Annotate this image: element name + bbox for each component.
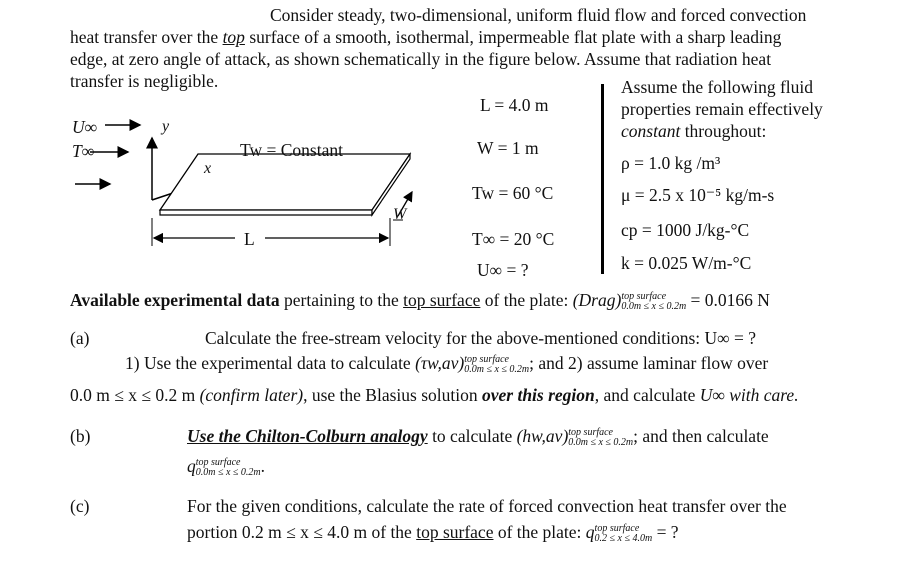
props-heading-1: Assume the following fluid bbox=[621, 77, 813, 97]
intro-line-4: transfer is negligible. bbox=[70, 71, 219, 91]
part-a-text: 0.0 m ≤ x ≤ 0.2 m bbox=[70, 385, 200, 405]
given-Uinf: U∞ = ? bbox=[477, 260, 529, 280]
q-sub: 0.2 ≤ x ≤ 4.0m bbox=[594, 532, 653, 544]
part-a-text: , and calculate bbox=[594, 385, 700, 405]
part-c-text: portion 0.2 m ≤ x ≤ 4.0 m of the bbox=[187, 522, 417, 542]
tw-constant-label: Tw = Constant bbox=[240, 140, 343, 160]
given-Tinf: T∞ = 20 °C bbox=[472, 229, 555, 249]
h-sup: top surface bbox=[568, 426, 613, 438]
intro-text: heat transfer over the bbox=[70, 27, 223, 47]
q-limits bbox=[595, 524, 653, 544]
part-c-line-2 bbox=[187, 521, 679, 544]
part-c-label: (c) bbox=[70, 496, 90, 516]
part-b-text: ; and then calculate bbox=[633, 426, 769, 446]
top-surface-link: top surface bbox=[416, 522, 494, 542]
x-label: x bbox=[204, 160, 212, 177]
part-a-text: U∞ with care. bbox=[699, 385, 799, 405]
h-limits bbox=[568, 428, 633, 448]
q-sub: 0.0m ≤ x ≤ 0.2m bbox=[195, 466, 261, 478]
prop-mu: μ = 2.5 x 10⁻⁵ kg/m-s bbox=[621, 185, 775, 205]
prop-cp: cp = 1000 J/kg-°C bbox=[621, 220, 750, 240]
part-a-line-3 bbox=[70, 384, 799, 406]
part-a-text: 1) Use the experimental data to calculate bbox=[125, 353, 416, 373]
intro-line-1: Consider steady, two-dimensional, uniform fluid flow and forced convection bbox=[270, 5, 807, 25]
plate-thickness bbox=[160, 210, 372, 215]
drag-symbol: (Drag) bbox=[572, 290, 622, 310]
h-sub: 0.0m ≤ x ≤ 0.2m bbox=[568, 436, 634, 448]
u-inf-label: U∞ bbox=[72, 117, 98, 137]
y-label: y bbox=[162, 118, 170, 135]
part-a-text: (confirm later) bbox=[199, 385, 304, 405]
available-text: of the plate: bbox=[480, 290, 573, 310]
w-label: W bbox=[393, 206, 407, 223]
part-b-line-1 bbox=[187, 425, 769, 448]
constant-emphasis: constant bbox=[621, 121, 681, 141]
given-Tw: Tw = 60 °C bbox=[472, 183, 554, 203]
part-a-label: (a) bbox=[70, 328, 90, 348]
prop-k: k = 0.025 W/m-°C bbox=[621, 253, 752, 273]
q-symbol: q bbox=[187, 456, 196, 476]
q-sup: top surface bbox=[195, 456, 241, 468]
column-divider bbox=[601, 84, 604, 274]
part-c-line-1: For the given conditions, calculate the rate of forced convection heat transfer over the bbox=[187, 496, 787, 516]
part-b-text: . bbox=[260, 456, 265, 476]
top-emphasis: top bbox=[222, 27, 245, 47]
tau-symbol: (τw,av) bbox=[415, 353, 465, 373]
drag-sup: top surface bbox=[621, 290, 667, 302]
q-sup: top surface bbox=[594, 522, 640, 534]
given-L: L = 4.0 m bbox=[480, 95, 549, 115]
tau-limits bbox=[464, 355, 529, 375]
part-c-text: of the plate: bbox=[493, 522, 586, 542]
h-symbol: (hw,av) bbox=[516, 426, 569, 446]
tau-sub: 0.0m ≤ x ≤ 0.2m bbox=[464, 363, 530, 375]
drag-value: = 0.0166 N bbox=[686, 290, 770, 310]
prop-rho: ρ = 1.0 kg /m³ bbox=[621, 153, 721, 173]
tau-sup: top surface bbox=[464, 353, 509, 365]
l-label: L bbox=[244, 229, 255, 249]
chilton-colburn-analogy: Use the Chilton-Colburn analogy bbox=[187, 426, 428, 446]
given-W: W = 1 m bbox=[477, 138, 539, 158]
available-text: pertaining to the bbox=[279, 290, 404, 310]
props-text: throughout: bbox=[680, 121, 767, 141]
t-inf-label: T∞ bbox=[72, 141, 95, 161]
drag-limits bbox=[621, 292, 686, 312]
part-a-text: ; and 2) assume laminar flow over bbox=[529, 353, 769, 373]
part-c-text: = ? bbox=[652, 522, 679, 542]
q-symbol: q bbox=[585, 522, 595, 542]
part-a-line-2 bbox=[125, 352, 768, 375]
available-lead: Available experimental data bbox=[70, 290, 280, 310]
available-data-line bbox=[70, 289, 770, 312]
part-b-label: (b) bbox=[70, 426, 91, 446]
part-a-text: over this region bbox=[481, 385, 595, 405]
top-surface-link: top surface bbox=[403, 290, 481, 310]
part-a-text: , use the Blasius solution bbox=[303, 385, 482, 405]
part-b-text: to calculate bbox=[427, 426, 517, 446]
drag-sub: 0.0m ≤ x ≤ 0.2m bbox=[621, 300, 687, 312]
intro-text: surface of a smooth, isothermal, impermeable flat plate with a sharp leading bbox=[244, 27, 782, 47]
part-b-line-2 bbox=[187, 455, 265, 478]
props-heading-3 bbox=[621, 120, 766, 142]
intro-line-2 bbox=[70, 26, 781, 48]
plate-top-face bbox=[160, 154, 410, 210]
part-a-line-1: Calculate the free-stream velocity for the above-mentioned conditions: U∞ = ? bbox=[205, 328, 757, 348]
q-limits bbox=[196, 458, 261, 478]
props-heading-2: properties remain effectively bbox=[621, 99, 823, 119]
intro-line-3: edge, at zero angle of attack, as shown schematically in the figure below. Assume that radiation heat bbox=[70, 49, 772, 69]
